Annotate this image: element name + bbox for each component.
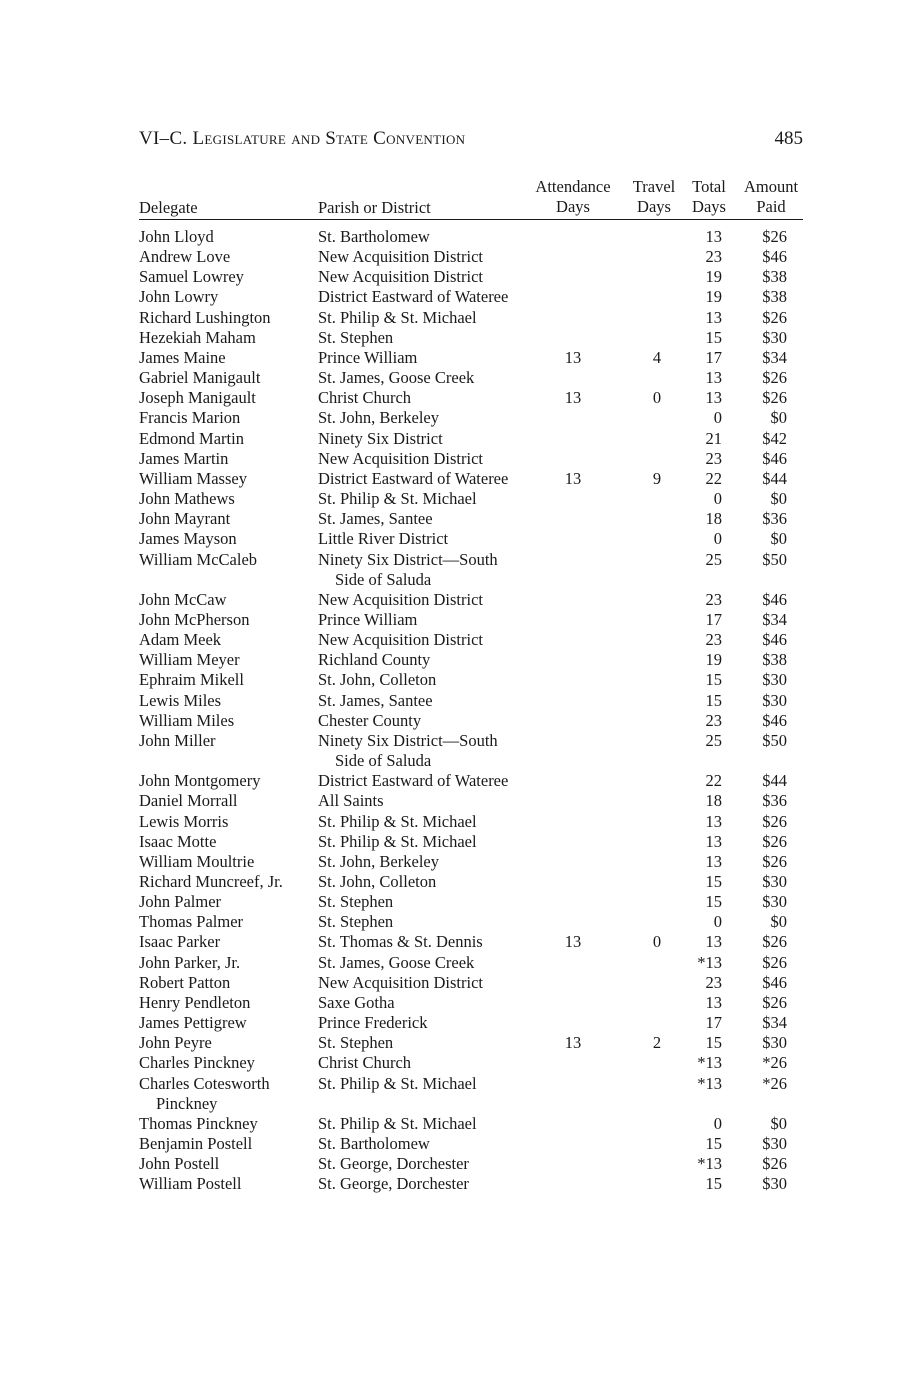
table-row — [139, 993, 803, 1013]
parish-or-district: St. Philip & St. Michael — [318, 1073, 477, 1093]
delegate-name: James Pettigrew — [139, 1013, 247, 1033]
delegate-name: John Lowry — [139, 287, 219, 307]
delegate-name: John Montgomery — [139, 771, 261, 791]
parish-or-district: Ninety Six District—South Side of Saluda — [318, 550, 543, 590]
amount-paid: $50 — [762, 549, 787, 569]
delegate-name: Adam Meek — [139, 630, 222, 650]
total-days: 22 — [705, 771, 722, 791]
parish-or-district: New Acquisition District — [318, 267, 483, 287]
amount-paid: $46 — [762, 448, 787, 468]
delegate-name: James Martin — [139, 448, 229, 468]
attendance-days: 13 — [564, 1033, 582, 1053]
travel-days: 0 — [652, 932, 662, 952]
table-row — [139, 408, 803, 428]
parish-or-district: District Eastward of Wateree — [318, 468, 509, 488]
table-row — [139, 348, 803, 368]
table-row — [139, 449, 803, 469]
amount-paid: $38 — [762, 267, 787, 287]
total-days: 13 — [705, 932, 722, 952]
table-row — [139, 650, 803, 670]
total-days: 17 — [705, 347, 722, 367]
total-days: 13 — [705, 307, 722, 327]
page-number: 485 — [774, 128, 803, 149]
table-row — [139, 1074, 803, 1114]
table-row — [139, 328, 803, 348]
table-row — [139, 691, 803, 711]
delegate-name: Hezekiah Maham — [139, 327, 256, 347]
parish-or-district: St. George, Dorchester — [318, 1174, 469, 1194]
table-row — [139, 469, 803, 489]
amount-paid: $46 — [762, 972, 787, 992]
parish-or-district: St. Philip & St. Michael — [318, 1113, 477, 1133]
table-row — [139, 791, 803, 811]
total-days: 23 — [705, 630, 722, 650]
delegate-name: John Mathews — [139, 489, 235, 509]
delegate-name: Henry Pendleton — [139, 992, 251, 1012]
column-header-attendance: Attendance Days — [535, 177, 611, 216]
table-row — [139, 711, 803, 731]
total-days: 15 — [705, 892, 722, 912]
amount-paid: $0 — [770, 912, 787, 932]
amount-paid: $34 — [762, 1013, 787, 1033]
delegate-name: Lewis Morris — [139, 811, 229, 831]
travel-days: 9 — [652, 468, 662, 488]
table-row — [139, 1154, 803, 1174]
amount-paid: $26 — [762, 227, 787, 246]
amount-paid: $30 — [762, 1134, 787, 1154]
total-days: 23 — [705, 710, 722, 730]
parish-or-district: St. James, Santee — [318, 690, 433, 710]
amount-paid: $30 — [762, 872, 787, 891]
total-days: 23 — [705, 589, 722, 609]
travel-days: 4 — [652, 347, 662, 367]
table-row — [139, 1174, 803, 1194]
column-header-amount: Amount Paid — [743, 177, 799, 216]
amount-paid: $42 — [762, 428, 787, 448]
travel-days: 0 — [652, 388, 662, 408]
total-days: 17 — [705, 1013, 722, 1033]
parish-or-district: All Saints — [318, 791, 384, 811]
parish-or-district: New Acquisition District — [318, 589, 483, 609]
parish-or-district: Little River District — [318, 529, 449, 549]
total-days: 25 — [705, 730, 722, 750]
amount-paid: $36 — [762, 791, 787, 811]
column-header-delegate: Delegate — [139, 198, 198, 217]
total-days: 13 — [705, 388, 722, 408]
parish-or-district: Chester County — [318, 710, 422, 730]
parish-or-district: St. Stephen — [318, 892, 394, 912]
amount-paid: $30 — [762, 1174, 787, 1194]
table-row — [139, 267, 803, 287]
parish-or-district: District Eastward of Wateree — [318, 287, 509, 307]
total-days: 13 — [705, 811, 722, 831]
attendance-days: 13 — [564, 468, 582, 488]
total-days: *13 — [697, 1154, 722, 1174]
delegate-name: Samuel Lowrey — [139, 267, 244, 287]
attendance-days: 13 — [564, 388, 582, 408]
total-days: 22 — [705, 468, 722, 488]
table-row — [139, 1134, 803, 1154]
parish-or-district: St. Bartholomew — [318, 1134, 430, 1154]
total-days: 17 — [705, 609, 722, 629]
total-days: 15 — [705, 670, 722, 690]
delegate-name: James Mayson — [139, 529, 237, 549]
table-row — [139, 509, 803, 529]
table-row — [139, 1033, 803, 1053]
table-row — [139, 429, 803, 449]
total-days: *13 — [697, 952, 722, 972]
amount-paid: $44 — [762, 468, 787, 488]
total-days: 15 — [705, 1134, 722, 1154]
table-row — [139, 610, 803, 630]
delegate-name: James Maine — [139, 347, 226, 367]
total-days: 0 — [713, 408, 722, 428]
table-row — [139, 489, 803, 509]
parish-or-district: St. Thomas & St. Dennis — [318, 932, 483, 952]
parish-or-district: St. James, Goose Creek — [318, 368, 475, 388]
total-days: *13 — [697, 1073, 722, 1093]
parish-or-district: St. James, Santee — [318, 509, 433, 529]
delegate-name: John Peyre — [139, 1033, 212, 1053]
table-row — [139, 287, 803, 307]
parish-or-district: St. Bartholomew — [318, 227, 430, 246]
total-days: 13 — [705, 851, 722, 871]
total-days: 13 — [705, 368, 722, 388]
table-row — [139, 892, 803, 912]
delegate-name: William Massey — [139, 468, 247, 488]
delegate-name: John Lloyd — [139, 227, 214, 246]
parish-or-district: St. John, Colleton — [318, 670, 437, 690]
table-row — [139, 1013, 803, 1033]
parish-or-district: St. Philip & St. Michael — [318, 307, 477, 327]
amount-paid: $36 — [762, 509, 787, 529]
attendance-days: 13 — [564, 347, 582, 367]
parish-or-district: District Eastward of Wateree — [318, 771, 509, 791]
amount-paid: $34 — [762, 347, 787, 367]
parish-or-district: Saxe Gotha — [318, 992, 395, 1012]
parish-or-district: Ninety Six District—South Side of Saluda — [318, 731, 543, 771]
total-days: 15 — [705, 1033, 722, 1053]
delegate-name: William Moultrie — [139, 851, 255, 871]
delegate-name: John McPherson — [139, 609, 250, 629]
table-row — [139, 529, 803, 549]
parish-or-district: Prince William — [318, 609, 418, 629]
amount-paid: $44 — [762, 771, 787, 791]
total-days: 23 — [705, 448, 722, 468]
delegate-name: Ephraim Mikell — [139, 670, 244, 690]
parish-or-district: Richland County — [318, 650, 431, 670]
total-days: 0 — [713, 912, 722, 932]
total-days: 0 — [713, 489, 722, 509]
parish-continuation: Side of Saluda — [335, 569, 432, 589]
total-days: 15 — [705, 327, 722, 347]
amount-paid: $50 — [762, 730, 787, 750]
column-header-travel: Travel Days — [632, 177, 676, 216]
delegate-name: William Meyer — [139, 650, 240, 670]
amount-paid: $30 — [762, 892, 787, 912]
table-row — [139, 852, 803, 872]
total-days: 21 — [705, 428, 722, 448]
delegate-name: Francis Marion — [139, 408, 241, 428]
total-days: 15 — [705, 690, 722, 710]
delegate-name: William Miles — [139, 710, 235, 730]
amount-paid: $26 — [762, 952, 787, 972]
delegate-name: Thomas Pinckney — [139, 1113, 258, 1133]
table-body — [139, 227, 803, 1195]
amount-paid: *26 — [762, 1053, 787, 1073]
amount-paid: $26 — [762, 992, 787, 1012]
parish-continuation: Side of Saluda — [335, 751, 432, 771]
parish-or-district: St. James, Goose Creek — [318, 952, 475, 972]
amount-paid: $30 — [762, 670, 787, 690]
total-days: 19 — [705, 650, 722, 670]
total-days: 19 — [705, 267, 722, 287]
parish-or-district: Christ Church — [318, 1053, 412, 1073]
delegate-name: William McCaleb — [139, 549, 258, 569]
total-days: 13 — [705, 831, 722, 851]
delegate-name: Robert Patton — [139, 972, 231, 992]
table-row — [139, 912, 803, 932]
amount-paid: $26 — [762, 932, 787, 952]
delegate-name: Richard Muncreef, Jr. — [139, 872, 283, 891]
amount-paid: $26 — [762, 307, 787, 327]
parish-or-district: St. Philip & St. Michael — [318, 489, 477, 509]
total-days: 25 — [705, 549, 722, 569]
amount-paid: $46 — [762, 589, 787, 609]
parish-or-district: Prince William — [318, 347, 418, 367]
amount-paid: $0 — [770, 529, 787, 549]
table-row — [139, 227, 803, 247]
table-row — [139, 731, 803, 771]
total-days: 18 — [705, 791, 722, 811]
delegate-name: Isaac Parker — [139, 932, 221, 952]
parish-or-district: St. John, Berkeley — [318, 408, 439, 428]
delegate-name: John McCaw — [139, 589, 227, 609]
amount-paid: $26 — [762, 1154, 787, 1174]
total-days: 15 — [705, 1174, 722, 1194]
parish-or-district: New Acquisition District — [318, 247, 483, 267]
table-row — [139, 953, 803, 973]
amount-paid: $46 — [762, 247, 787, 267]
table-row — [139, 973, 803, 993]
delegate-name: Gabriel Manigault — [139, 368, 261, 388]
parish-or-district: New Acquisition District — [318, 630, 483, 650]
amount-paid: $26 — [762, 811, 787, 831]
parish-or-district: Christ Church — [318, 388, 412, 408]
delegate-name: John Miller — [139, 730, 216, 750]
parish-or-district: New Acquisition District — [318, 448, 483, 468]
delegate-name: Charles Cotesworth Pinckney — [139, 1074, 315, 1114]
delegate-name: Isaac Motte — [139, 831, 217, 851]
parish-or-district: St. Philip & St. Michael — [318, 811, 477, 831]
parish-or-district: St. Stephen — [318, 327, 394, 347]
parish-or-district: St. John, Berkeley — [318, 851, 439, 871]
total-days: 19 — [705, 287, 722, 307]
total-days: 23 — [705, 972, 722, 992]
amount-paid: $30 — [762, 327, 787, 347]
parish-or-district: Ninety Six District — [318, 428, 443, 448]
amount-paid: $30 — [762, 690, 787, 710]
delegate-name: Richard Lushington — [139, 307, 271, 327]
table-row — [139, 247, 803, 267]
table-row — [139, 771, 803, 791]
amount-paid: *26 — [762, 1073, 787, 1093]
table-row — [139, 630, 803, 650]
amount-paid: $38 — [762, 287, 787, 307]
delegate-name: Charles Pinckney — [139, 1053, 255, 1073]
amount-paid: $34 — [762, 609, 787, 629]
amount-paid: $0 — [770, 1113, 787, 1133]
table-row — [139, 812, 803, 832]
amount-paid: $26 — [762, 368, 787, 388]
delegate-table — [139, 177, 803, 1195]
amount-paid: $26 — [762, 388, 787, 408]
total-days: 0 — [713, 1113, 722, 1133]
running-head — [139, 128, 803, 156]
delegate-name: Lewis Miles — [139, 690, 222, 710]
amount-paid: $26 — [762, 851, 787, 871]
parish-or-district: St. John, Colleton — [318, 872, 437, 891]
table-row — [139, 368, 803, 388]
amount-paid: $26 — [762, 831, 787, 851]
column-header-total: Total Days — [692, 177, 726, 216]
delegate-name: William Postell — [139, 1174, 242, 1194]
total-days: *13 — [697, 1053, 722, 1073]
table-row — [139, 1053, 803, 1073]
table-row — [139, 670, 803, 690]
amount-paid: $30 — [762, 1033, 787, 1053]
table-header — [139, 177, 803, 220]
table-row — [139, 550, 803, 590]
table-row — [139, 932, 803, 952]
amount-paid: $38 — [762, 650, 787, 670]
parish-or-district: St. Philip & St. Michael — [318, 831, 477, 851]
delegate-name: John Parker, Jr. — [139, 952, 241, 972]
running-head-title: VI–C. Legislature and State Convention — [139, 128, 466, 149]
amount-paid: $46 — [762, 710, 787, 730]
parish-or-district: St. Stephen — [318, 1033, 394, 1053]
delegate-name: John Mayrant — [139, 509, 231, 529]
table-row — [139, 832, 803, 852]
table-row — [139, 308, 803, 328]
delegate-name: John Postell — [139, 1154, 220, 1174]
parish-or-district: New Acquisition District — [318, 972, 483, 992]
total-days: 18 — [705, 509, 722, 529]
delegate-name: John Palmer — [139, 892, 222, 912]
column-header-parish: Parish or District — [318, 198, 431, 217]
total-days: 15 — [705, 872, 722, 891]
travel-days: 2 — [652, 1033, 662, 1053]
parish-or-district: Prince Frederick — [318, 1013, 428, 1033]
total-days: 0 — [713, 529, 722, 549]
amount-paid: $0 — [770, 408, 787, 428]
attendance-days: 13 — [564, 932, 582, 952]
amount-paid: $0 — [770, 489, 787, 509]
amount-paid: $46 — [762, 630, 787, 650]
total-days: 13 — [705, 227, 722, 246]
total-days: 13 — [705, 992, 722, 1012]
table-row — [139, 1114, 803, 1134]
delegate-name: Andrew Love — [139, 247, 231, 267]
total-days: 23 — [705, 247, 722, 267]
table-row — [139, 590, 803, 610]
delegate-name: Joseph Manigault — [139, 388, 256, 408]
parish-or-district: St. George, Dorchester — [318, 1154, 469, 1174]
table-row — [139, 872, 803, 892]
delegate-name: Daniel Morrall — [139, 791, 238, 811]
delegate-name: Benjamin Postell — [139, 1134, 253, 1154]
parish-or-district: St. Stephen — [318, 912, 394, 932]
delegate-name: Thomas Palmer — [139, 912, 244, 932]
delegate-name: Edmond Martin — [139, 428, 244, 448]
table-row — [139, 388, 803, 408]
delegate-name-continuation: Pinckney — [156, 1093, 218, 1113]
